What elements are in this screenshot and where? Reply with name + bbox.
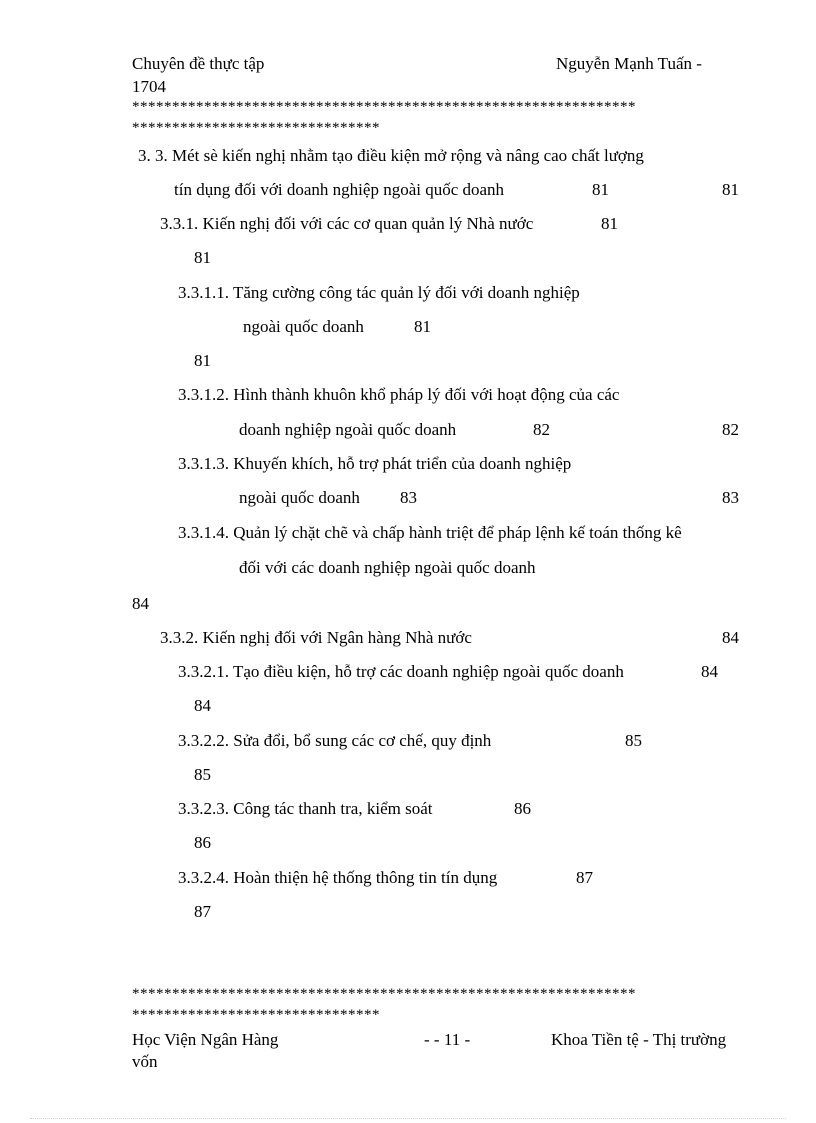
footer-department: Khoa Tiền tệ - Thị trường [551,1030,727,1049]
toc-page-number: 85 [194,765,211,784]
toc-page-number: 87 [194,902,211,921]
toc-page-number: 85 [625,731,642,750]
header-author-wrap: 1704 [132,77,166,96]
page-bottom-border [30,1118,786,1119]
toc-page-number: 81 [722,180,739,199]
toc-entry-text: tín dụng đối với doanh nghiệp ngoài quốc doanh [174,180,505,199]
page-number: - - 11 - [424,1030,471,1049]
header-stars-line-1: *************************************************************** [132,99,636,115]
toc-entry-text: 3.3.2.2. Sửa đổi, bổ sung các cơ chế, quy định [178,731,492,750]
toc-entry-text: ngoài quốc doanh [243,317,364,336]
toc-page-number: 84 [722,628,739,647]
toc-page-number: 81 [194,248,211,267]
toc-entry-text: 3.3.2.3. Công tác thanh tra, kiểm soát [178,799,433,818]
header-stars-line-2: ******************************* [132,120,380,136]
toc-page-number: 84 [701,662,718,681]
toc-entry-text: 3.3.1. Kiến nghị đối với các cơ quan quản lý Nhà nước [160,214,534,233]
footer-stars-line-1: *************************************************************** [132,986,636,1002]
footer-department-wrap: vốn [132,1052,158,1071]
toc-entry-text: 3.3.2.4. Hoàn thiện hệ thống thông tin tín dụng [178,868,498,887]
toc-page-number: 83 [400,488,417,507]
header-left-title: Chuyên đề thực tập [132,54,265,73]
toc-page-number: 87 [576,868,593,887]
toc-page-number: 82 [722,420,739,439]
toc-entry-text: 3.3.1.1. Tăng cường công tác quản lý đối với doanh nghiệp [178,283,580,302]
toc-page-number: 81 [601,214,618,233]
footer-stars-line-2: ******************************* [132,1007,380,1023]
toc-entry-text: 3.3.2.1. Tạo điều kiện, hỗ trợ các doanh nghiệp ngoài quốc doanh [178,662,624,681]
toc-entry-text: đối với các doanh nghiệp ngoài quốc doanh [239,558,536,577]
toc-entry-text: 3. 3. Mét sè kiến nghị nhằm tạo điều kiện mở rộng và nâng cao chất lượng [138,146,644,165]
toc-page-number: 82 [533,420,550,439]
toc-entry-text: 3.3.1.4. Quản lý chặt chẽ và chấp hành triệt để pháp lệnh kế toán thống kê [178,523,682,542]
toc-page-number: 81 [592,180,609,199]
toc-entry-text: 3.3.1.2. Hình thành khuôn khổ pháp lý đối với hoạt động của các [178,385,620,404]
toc-page-number: 86 [194,833,211,852]
toc-entry-text: ngoài quốc doanh [239,488,360,507]
toc-page-number: 86 [514,799,531,818]
toc-page-number: 84 [132,594,149,613]
toc-page-number: 81 [414,317,431,336]
toc-entry-text: 3.3.2. Kiến nghị đối với Ngân hàng Nhà nước [160,628,472,647]
header-author: Nguyễn Mạnh Tuấn - [556,54,702,73]
toc-page-number: 84 [194,696,211,715]
toc-page-number: 81 [194,351,211,370]
toc-page-number: 83 [722,488,739,507]
footer-institution: Học Viện Ngân Hàng [132,1030,279,1049]
toc-entry-text: 3.3.1.3. Khuyến khích, hỗ trợ phát triển của doanh nghiệp [178,454,572,473]
toc-entry-text: doanh nghiệp ngoài quốc doanh [239,420,457,439]
